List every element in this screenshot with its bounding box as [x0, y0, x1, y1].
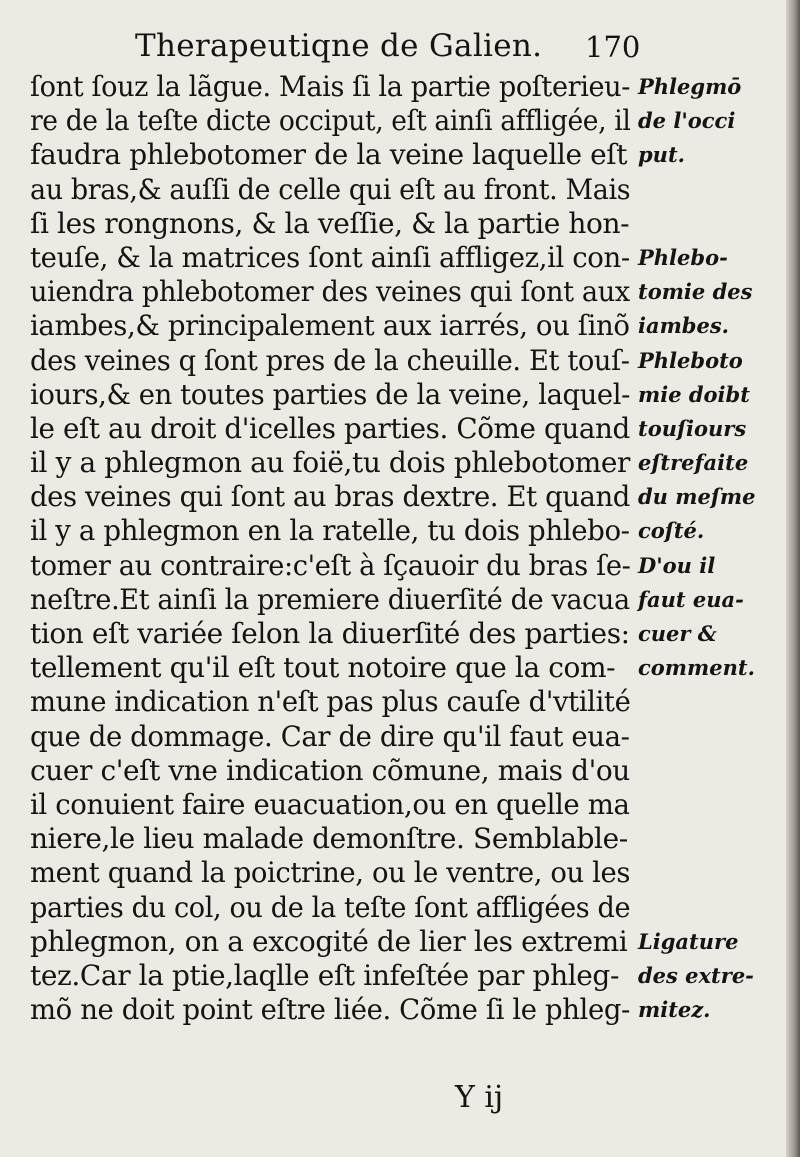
- margin-note-line: put.: [638, 142, 685, 168]
- margin-note-line: Phlebo-: [638, 244, 728, 270]
- text-line: il conuient faire euacuation,ou en quelle ma: [30, 787, 630, 821]
- margin-note-line: [638, 822, 788, 856]
- text-line: au bras,& auſſi de celle qui eſt au front. Mais: [30, 172, 631, 206]
- margin-note-line: de l'occi: [638, 108, 736, 134]
- page-number: 170: [585, 30, 641, 64]
- text-line: cuer c'eſt vne indication cõmune, mais d'ou: [30, 753, 630, 787]
- text-line: des veines q ſont pres de la cheuille. Et touſ-: [30, 343, 630, 377]
- margin-note-line: [638, 720, 788, 754]
- margin-notes: [638, 70, 788, 1027]
- text-line: il y a phlegmon en la ratelle, tu dois phlebo-: [30, 514, 630, 548]
- running-header: [0, 28, 640, 68]
- text-line: tion eſt variée ſelon la diuerſité des parties:: [30, 617, 630, 650]
- margin-note-line: iambes.: [638, 313, 729, 339]
- margin-note-line: coſté.: [638, 518, 705, 544]
- margin-note-line: du meſme: [638, 484, 756, 510]
- text-line: iours,& en toutes parties de la veine, laquel-: [30, 377, 630, 411]
- margin-note-line: cuer &: [638, 621, 717, 646]
- text-line: niere,le lieu malade demonſtre. Semblable-: [30, 822, 628, 856]
- margin-note-line: [638, 173, 788, 207]
- margin-note-line: Phleboto: [638, 347, 743, 373]
- text-line: faudra phlebotomer de la veine laquelle eſt: [30, 138, 628, 172]
- main-text-block: [30, 70, 630, 1027]
- margin-note-line: tomie des: [638, 279, 753, 305]
- text-line: il y a phlegmon au foië,tu dois phlebotomer: [30, 446, 631, 480]
- text-line: le eſt au droit d'icelles parties. Cõme quand: [30, 411, 630, 445]
- text-line: tomer au contraire:c'eſt à ſçauoir du bras ſe-: [30, 548, 631, 582]
- text-line: uiendra phlebotomer des veines qui ſont aux: [30, 275, 630, 309]
- margin-note-line: [638, 856, 788, 890]
- text-line: teuſe, & la matrices ſont ainſi affligez,il con-: [30, 240, 630, 274]
- text-line: ſi les rongnons, & la veſſie, & la partie hon-: [30, 206, 630, 240]
- margin-note-line: mie doibt: [638, 381, 750, 407]
- text-line: ment quand la poictrine, ou le ventre, ou les: [30, 856, 631, 890]
- margin-note-line: eſtrefaite: [638, 450, 749, 476]
- margin-note-line: [638, 685, 788, 719]
- text-line: parties du col, ou de la teſte ſont affligées de: [30, 890, 631, 924]
- text-line: iambes,& principalement aux iarrés, ou ſinõ: [30, 309, 630, 343]
- text-line: mune indication n'eſt pas plus cauſe d'vtilité: [30, 685, 631, 719]
- margin-note-line: des extre-: [638, 962, 754, 988]
- text-line: re de la teſte dicte occiput, eſt ainſi affligée, il: [30, 104, 631, 138]
- text-line: phlegmon, on a excogité de lier les extremi: [30, 924, 628, 958]
- margin-note-line: [638, 891, 788, 925]
- signature-mark: Y ij: [455, 1080, 504, 1115]
- running-title: Therapeutiqne de Galien.: [135, 28, 543, 64]
- text-line: tez.Car la ptie,laqlle eſt infeſtée par phleg-: [30, 958, 620, 992]
- margin-note-line: D'ou il: [638, 552, 716, 578]
- margin-note-line: [638, 207, 788, 241]
- text-line: des veines qui ſont au bras dextre. Et quand: [30, 480, 630, 514]
- margin-note-line: comment.: [638, 655, 755, 681]
- margin-note-line: mitez.: [638, 997, 711, 1023]
- margin-note-line: [638, 788, 788, 822]
- text-line: neſtre.Et ainſi la premiere diuerſité de vacua: [30, 582, 630, 616]
- margin-note-line: [638, 754, 788, 788]
- margin-note-line: Ligature: [638, 928, 739, 954]
- text-line: que de dommage. Car de dire qu'il faut eua-: [30, 719, 630, 753]
- margin-note-line: Phlegmō: [638, 74, 742, 99]
- text-line: mõ ne doit point eſtre liée. Cõme ſi le phleg-: [30, 993, 630, 1027]
- page-edge: [786, 0, 800, 1157]
- text-line: tellement qu'il eſt tout notoire que la com-: [30, 651, 616, 685]
- margin-note-line: touſiours: [638, 415, 747, 441]
- text-line: ſont ſouz la lãgue. Mais ſi la partie poſterieu-: [30, 70, 631, 103]
- margin-note-line: faut eua-: [638, 586, 744, 612]
